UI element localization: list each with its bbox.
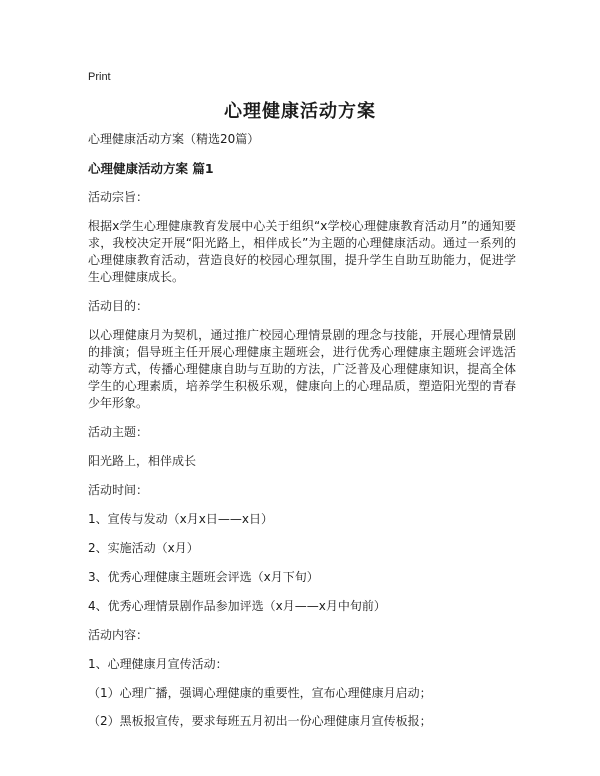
purpose-paragraph: 根据x学生心理健康教育发展中心关于组织“x学校心理健康教育活动月”的通知要求，我校决定开展“阳光路上，相伴成长”为主题的心理健康活动。通过一系列的心理健康教育活动，营造良好的校园心理氛围，提升学生自助互助能力，促进学生心理健康成长。 (88, 219, 516, 284)
schedule-item: 4、优秀心理情景剧作品参加评选（x月——x月中旬前） (88, 599, 386, 613)
document-subtitle: 心理健康活动方案（精选20篇） (88, 132, 260, 146)
content-item: （1）心理广播，强调心理健康的重要性，宣布心理健康月启动； (88, 686, 432, 700)
time-label: 活动时间： (88, 483, 149, 497)
document-title: 心理健康活动方案 (224, 101, 376, 122)
content-item: （2）黑板报宣传，要求每班五月初出一份心理健康月宣传板报； (88, 714, 432, 728)
schedule-item: 3、优秀心理健康主题班会评选（x月下旬） (88, 570, 319, 584)
section-heading: 心理健康活动方案 篇1 (88, 161, 214, 176)
schedule-item: 2、实施活动（x月） (88, 541, 199, 555)
print-label[interactable]: Print (88, 71, 111, 83)
theme-label: 活动主题： (88, 425, 149, 439)
content-label: 活动内容： (88, 628, 149, 642)
schedule-item: 1、宣传与发动（x月x日——x日） (88, 512, 273, 526)
goal-label: 活动目的： (88, 299, 149, 313)
content-item: 1、心理健康月宣传活动： (88, 657, 228, 671)
theme-text: 阳光路上，相伴成长 (88, 454, 197, 468)
purpose-label: 活动宗旨： (88, 190, 149, 204)
goal-paragraph: 以心理健康月为契机，通过推广校园心理情景剧的理念与技能，开展心理情景剧的排演；倡导班主任开展心理健康主题班会，进行优秀心理健康主题班会评选活动等方式，传播心理健康自助与互助的方法，广泛普及心理健康知识，提高全体学生的心理素质，培养学生积极乐观，健康向上的心理品质，塑造阳光型的青春少年形象。 (88, 328, 516, 410)
document-body (88, 131, 516, 742)
